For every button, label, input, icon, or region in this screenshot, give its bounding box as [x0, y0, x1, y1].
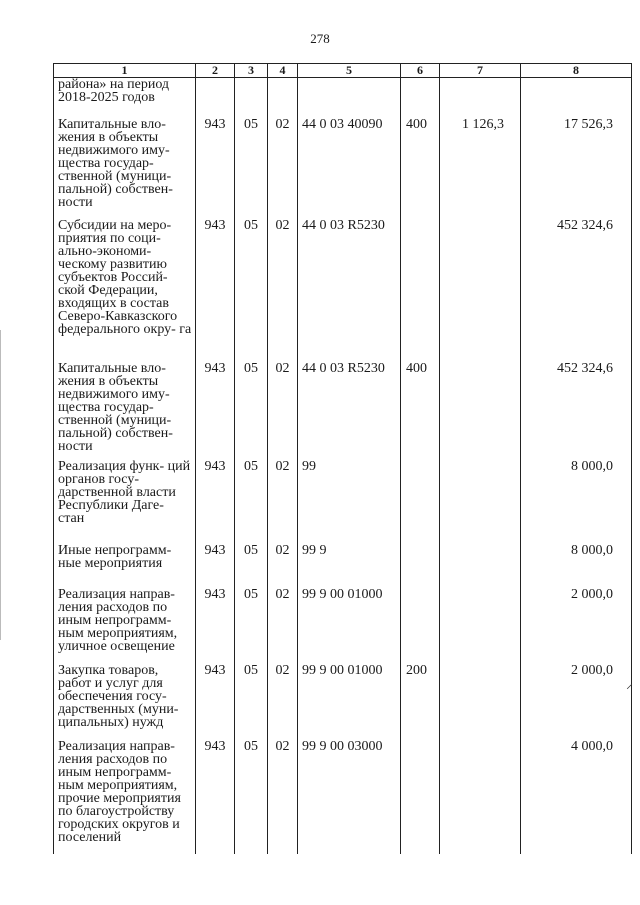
column-header-3: 3	[235, 64, 268, 78]
scan-margin-line	[0, 330, 1, 640]
cell-col-7	[440, 740, 521, 854]
row-name: Капитальные вло- жения в объекты недвижимого иму- щества государ- ственной (муници- пальной) собствен- ности	[54, 118, 196, 219]
column-header-5: 5	[298, 64, 401, 78]
cell-col-3: 05	[235, 544, 268, 588]
column-header-7: 7	[440, 64, 521, 78]
cell-col-6: 200	[401, 664, 440, 740]
table-row	[54, 78, 632, 118]
cell-col-6: 400	[401, 362, 440, 460]
column-header-4: 4	[268, 64, 298, 78]
cell-col-3: 05	[235, 362, 268, 460]
column-header-2: 2	[196, 64, 235, 78]
cell-col-4: 02	[268, 118, 298, 219]
cell-col-6	[401, 219, 440, 362]
cell-col-3: 05	[235, 588, 268, 664]
table-row	[54, 544, 632, 588]
cell-col-7	[440, 362, 521, 460]
cell-col-8: 4 000,0	[521, 740, 632, 854]
cell-col-2: 943	[196, 664, 235, 740]
row-name: Капитальные вло- жения в объекты недвижимого иму- щества государ- ственной (муници- пальной) собствен- ности	[54, 362, 196, 460]
table-row	[54, 588, 632, 664]
cell-col-6: 400	[401, 118, 440, 219]
cell-col-8: 8 000,0	[521, 460, 632, 544]
cell-code: 99 9 00 01000	[298, 664, 401, 740]
cell-col-8: 452 324,6	[521, 362, 632, 460]
cell-code	[298, 78, 401, 118]
cell-col-2: 943	[196, 362, 235, 460]
table-row	[54, 118, 632, 219]
cell-col-7	[440, 664, 521, 740]
cell-col-8: 2 000,0	[521, 588, 632, 664]
cell-col-8: 452 324,6	[521, 219, 632, 362]
row-name: Закупка товаров, работ и услуг для обеспечения госу- дарственных (муни- ципальных) нужд	[54, 664, 196, 740]
cell-col-4: 02	[268, 740, 298, 854]
cell-col-8	[521, 78, 632, 118]
cell-code: 44 0 03 R5230	[298, 219, 401, 362]
cell-col-7	[440, 78, 521, 118]
row-name: Реализация функ- ций органов госу- дарственной власти Республики Даге- стан	[54, 460, 196, 544]
cell-col-4: 02	[268, 544, 298, 588]
cell-col-3: 05	[235, 219, 268, 362]
cell-code: 44 0 03 40090	[298, 118, 401, 219]
cell-col-4	[268, 78, 298, 118]
cell-col-3: 05	[235, 664, 268, 740]
cell-col-2: 943	[196, 460, 235, 544]
cell-col-7	[440, 544, 521, 588]
table-row	[54, 664, 632, 740]
cell-code: 99 9	[298, 544, 401, 588]
cell-col-2: 943	[196, 118, 235, 219]
column-header-6: 6	[401, 64, 440, 78]
column-header-1: 1	[54, 64, 196, 78]
cell-col-3: 05	[235, 118, 268, 219]
cell-col-8: 8 000,0	[521, 544, 632, 588]
cell-code: 99	[298, 460, 401, 544]
cell-code: 44 0 03 R5230	[298, 362, 401, 460]
cell-col-6	[401, 544, 440, 588]
cell-col-8: 17 526,3	[521, 118, 632, 219]
cell-col-6	[401, 460, 440, 544]
cell-col-2: 943	[196, 588, 235, 664]
table-row	[54, 219, 632, 362]
cell-col-4: 02	[268, 219, 298, 362]
cell-code: 99 9 00 01000	[298, 588, 401, 664]
cell-col-2: 943	[196, 740, 235, 854]
cell-col-4: 02	[268, 460, 298, 544]
cell-col-3: 05	[235, 460, 268, 544]
row-name: Реализация направ- ления расходов по иным непрограмм- ным мероприятиям, прочие мероприятия по благоустройству городских округов и поселений	[54, 740, 196, 854]
cell-col-2: 943	[196, 219, 235, 362]
row-name: Субсидии на меро- приятия по соци- ально-экономи- ческому развитию субъектов Россий- ской Федерации, входящих в состав Северо-Кавказского федерального окру- га	[54, 219, 196, 362]
cell-col-2: 943	[196, 544, 235, 588]
cell-col-6	[401, 78, 440, 118]
cell-col-7	[440, 460, 521, 544]
cell-col-4: 02	[268, 588, 298, 664]
cell-col-4: 02	[268, 664, 298, 740]
cell-col-2	[196, 78, 235, 118]
table-row	[54, 740, 632, 854]
cell-col-6	[401, 740, 440, 854]
table-header-row	[54, 64, 632, 78]
cell-col-7	[440, 219, 521, 362]
cell-code: 99 9 00 03000	[298, 740, 401, 854]
table-row	[54, 460, 632, 544]
cell-col-6	[401, 588, 440, 664]
column-header-8: 8	[521, 64, 632, 78]
row-name: района» на период 2018-2025 годов	[54, 78, 196, 118]
page-number: 278	[310, 31, 330, 46]
cell-col-8: 2 000,0	[521, 664, 632, 740]
row-name: Реализация направ- ления расходов по иным непрограмм- ным мероприятиям, уличное освещение	[54, 588, 196, 664]
row-name: Иные непрограмм- ные мероприятия	[54, 544, 196, 588]
cell-col-3: 05	[235, 740, 268, 854]
cell-col-7: 1 126,3	[440, 118, 521, 219]
budget-table	[53, 63, 632, 854]
cell-col-7	[440, 588, 521, 664]
scan-mark: ⸝	[626, 677, 633, 692]
cell-col-4: 02	[268, 362, 298, 460]
table-row	[54, 362, 632, 460]
cell-col-3	[235, 78, 268, 118]
